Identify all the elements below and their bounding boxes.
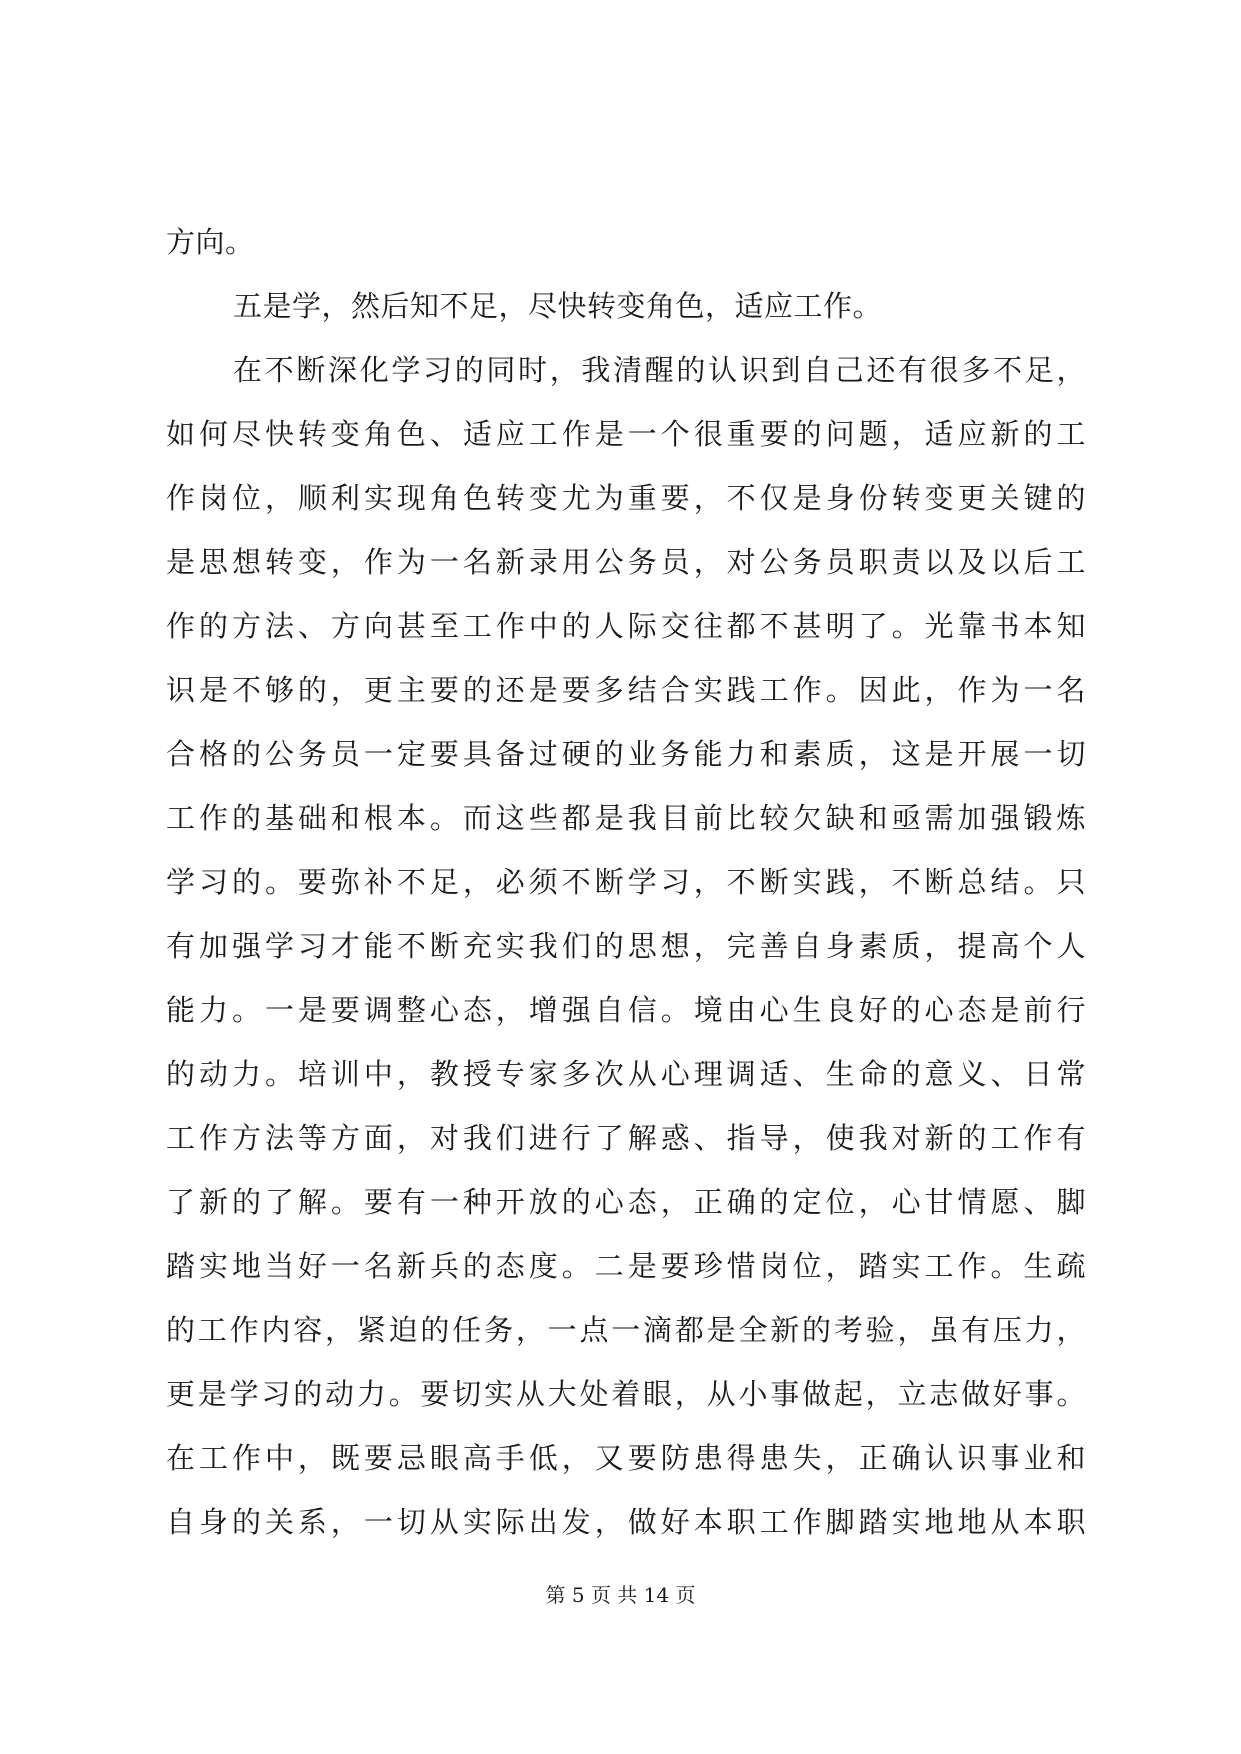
text-line: 更是学习的动力。要切实从大处着眼，从小事做起，立志做好事。 [166, 1377, 1086, 1411]
paragraph-heading: 五是学，然后知不足，尽快转变角色，适应工作。 [233, 289, 883, 323]
text-line: 在不断深化学习的同时，我清醒的认识到自己还有很多不足， [233, 353, 1086, 387]
text-line: 的工作内容，紧迫的任务，一点一滴都是全新的考验，虽有压力， [166, 1313, 1086, 1347]
text-line: 了新的了解。要有一种开放的心态，正确的定位，心甘情愿、脚 [166, 1185, 1086, 1219]
text-line: 工作方法等方面，对我们进行了解惑、指导，使我对新的工作有 [166, 1121, 1086, 1155]
text-line: 作的方法、方向甚至工作中的人际交往都不甚明了。光靠书本知 [166, 609, 1086, 643]
text-line: 是思想转变，作为一名新录用公务员，对公务员职责以及以后工 [166, 545, 1086, 579]
text-line: 作岗位，顺利实现角色转变尤为重要，不仅是身份转变更关键的 [166, 481, 1086, 515]
text-line: 在工作中，既要忌眼高手低，又要防患得患失，正确认识事业和 [166, 1441, 1086, 1475]
text-line: 合格的公务员一定要具备过硬的业务能力和素质，这是开展一切 [166, 737, 1086, 771]
text-line: 工作的基础和根本。而这些都是我目前比较欠缺和亟需加强锻炼 [166, 801, 1086, 835]
text-line: 踏实地当好一名新兵的态度。二是要珍惜岗位，踏实工作。生疏 [166, 1249, 1086, 1283]
text-line: 如何尽快转变角色、适应工作是一个很重要的问题，适应新的工 [166, 417, 1086, 451]
page-number-footer: 第 5 页 共 14 页 [545, 1583, 696, 1607]
text-line: 方向。 [166, 225, 255, 259]
text-line: 学习的。要弥补不足，必须不断学习，不断实践，不断总结。只 [166, 865, 1086, 899]
text-line: 能力。一是要调整心态，增强自信。境由心生良好的心态是前行 [166, 993, 1086, 1027]
text-line: 识是不够的，更主要的还是要多结合实践工作。因此，作为一名 [166, 673, 1086, 707]
text-line: 的动力。培训中，教授专家多次从心理调适、生命的意义、日常 [166, 1057, 1086, 1091]
body-text [166, 210, 1086, 1554]
text-line: 有加强学习才能不断充实我们的思想，完善自身素质，提高个人 [166, 929, 1086, 963]
text-line: 自身的关系，一切从实际出发，做好本职工作脚踏实地地从本职 [166, 1505, 1086, 1539]
